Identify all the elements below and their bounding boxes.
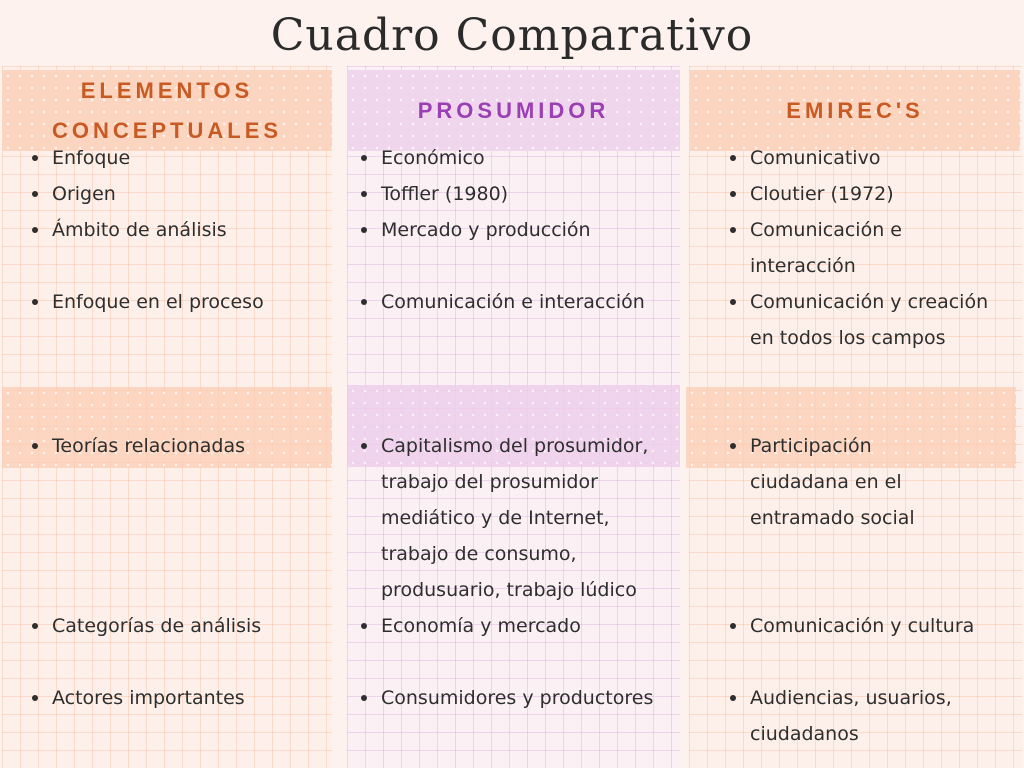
header-prosumidor-label: PROSUMIDOR: [417, 97, 610, 123]
list-emirec-actores: [721, 680, 1021, 752]
list-item: [23, 608, 323, 644]
list-prosumidor-top: [352, 140, 677, 248]
list-item: [352, 608, 677, 644]
list-item: [721, 212, 1021, 284]
cell-prosumidor-origen: Toffler (1980): [381, 183, 509, 205]
header-emirecs-label: EMIREC'S: [786, 97, 924, 123]
cell-elemento-categorias: Categorías de análisis: [52, 615, 262, 637]
list-item: [721, 140, 1021, 176]
list-item: [721, 608, 1021, 644]
list-elementos-top: [23, 140, 323, 248]
list-elementos-proceso: [23, 284, 323, 320]
header-prosumidor: [347, 70, 680, 151]
cell-prosumidor-teorias: Capitalismo del prosumidor, trabajo del prosumidor mediático y de Internet, trabajo de consumo, produsuario, trabajo lúdico: [381, 435, 649, 601]
cell-prosumidor-enfoque: Económico: [381, 147, 485, 169]
list-item: [23, 176, 323, 212]
cell-prosumidor-actores: Consumidores y productores: [381, 687, 654, 709]
list-item: [352, 176, 677, 212]
cell-emirec-teorias: Participación ciudadana en el entramado social: [750, 435, 915, 529]
cell-elemento-teorias: Teorías relacionadas: [52, 435, 246, 457]
list-item: [352, 140, 677, 176]
list-emirec-teorias: [721, 428, 1021, 536]
list-item: [23, 140, 323, 176]
cell-emirec-enfoque: Comunicativo: [750, 147, 881, 169]
list-elementos-categorias: [23, 608, 323, 644]
list-emirec-proceso: [721, 284, 1021, 356]
cell-emirec-categorias: Comunicación y cultura: [750, 615, 975, 637]
cell-elemento-ambito: Ámbito de análisis: [52, 219, 227, 241]
list-item: [352, 284, 677, 320]
cell-elemento-origen: Origen: [52, 183, 116, 205]
page-title: Cuadro Comparativo: [270, 10, 754, 61]
header-elementos-label: ELEMENTOS CONCEPTUALES: [51, 77, 283, 143]
list-item: [721, 284, 1021, 356]
list-item: [352, 212, 677, 248]
list-emirec-top: [721, 140, 1021, 284]
header-elementos-conceptuales: [2, 70, 332, 151]
cell-emirec-actores: Audiencias, usuarios, ciudadanos: [750, 687, 952, 745]
list-elementos-teorias: [23, 428, 323, 464]
list-item: [352, 680, 677, 716]
list-prosumidor-proceso: [352, 284, 677, 320]
list-item: [23, 284, 323, 320]
cell-elemento-proceso: Enfoque en el proceso: [52, 291, 264, 313]
list-item: [352, 428, 672, 608]
cell-elemento-enfoque: Enfoque: [52, 147, 131, 169]
header-emirecs: [690, 70, 1020, 151]
list-item: [23, 428, 323, 464]
list-item: [721, 428, 1021, 536]
cell-prosumidor-proceso: Comunicación e interacción: [381, 291, 645, 313]
cell-emirec-proceso: Comunicación y creación en todos los campos: [750, 291, 989, 349]
list-prosumidor-teorias: [352, 428, 672, 608]
list-item: [23, 212, 323, 248]
cell-emirec-ambito: Comunicación e interacción: [750, 219, 902, 277]
cell-prosumidor-categorias: Economía y mercado: [381, 615, 581, 637]
list-prosumidor-categorias: [352, 608, 677, 644]
cell-emirec-origen: Cloutier (1972): [750, 183, 894, 205]
list-item: [721, 680, 1021, 752]
cell-prosumidor-ambito: Mercado y producción: [381, 219, 591, 241]
list-item: [23, 680, 323, 716]
list-prosumidor-actores: [352, 680, 677, 716]
list-elementos-actores: [23, 680, 323, 716]
list-emirec-categorias: [721, 608, 1021, 644]
cell-elemento-actores: Actores importantes: [52, 687, 245, 709]
list-item: [721, 176, 1021, 212]
